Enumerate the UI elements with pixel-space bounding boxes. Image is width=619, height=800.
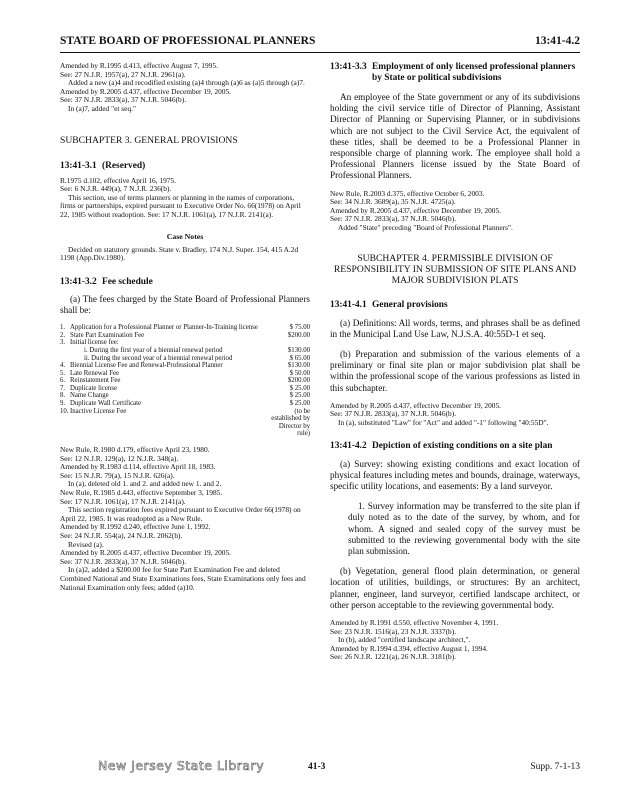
fee-row [60,355,310,363]
history-note: See: 34 N.J.R. 3689(a), 35 N.J.R. 4725(a). [330,197,456,207]
fee-description: Name Change [70,392,109,400]
header-section-ref: 13:41-4.2 [534,35,580,47]
history-note: See: 12 N.J.R. 129(a), 12 N.J.R. 348(a). [60,453,179,463]
top-notes [60,62,310,114]
history-note: This section registration fees expired pursuant to Executive Order 66(1978) on April 22, 1985. It was readopted as a New Rule. [60,505,301,523]
section-number: 13:41-4.1 [330,299,367,310]
history-note: Amended by R.1983 d.114, effective April 18, 1983. [60,462,216,472]
fee-amount: $ 25.00 [289,392,310,400]
fee-description: Initial license fee: [70,339,119,347]
fee-amount: $ 65.00 [289,354,310,362]
section-number: 13:41-3.3 [330,62,367,72]
history-note: See: 26 N.J.R. 1221(a), 26 N.J.R. 3181(b). [330,652,457,662]
history-note: Amended by R.1994 d.394, effective August 1, 1994. [330,643,488,653]
fee-item-number: 6. [60,377,66,385]
fee-item-number: 7. [60,384,66,392]
fee-amount: $ 50.00 [289,369,310,377]
running-header [60,35,580,51]
history-note: See: 37 N.J.R. 2833(a), 37 N.J.R. 5046(b). [60,95,187,105]
fee-table [60,324,310,438]
fee-description: State Part Examination Fee [70,331,145,339]
subchapter-4-heading: SUBCHAPTER 4. PERMISSIBLE DIVISION OF RESPONSIBILITY IN SUBMISSION OF SITE PLANS AND MAJOR SUBDIVISION PLATS [333,252,577,286]
section-4-2-b: (b) Vegetation, general flood plain determination, or general location of utilities, buildings, or structures: By an architect, planner, engineer, land surveyor, certified landscape architect, or other person acceptable to the reviewing governmental body. [330,566,580,610]
page-footer [60,758,580,776]
history-note: Amended by R.1995 d.413, effective August 7, 1995. [60,61,218,70]
fee-row [60,370,310,378]
fee-amount: (to be established by Director by rule) [271,407,310,438]
fee-amount: $200.00 [287,331,310,339]
fee-row [60,385,310,393]
section-number: 13:41-4.2 [330,440,367,451]
subchapter-3-heading: SUBCHAPTER 3. GENERAL PROVISIONS [60,134,238,146]
history-note: Added a new (a)4 and recodified existing (a)4 through (a)6 as (a)5 through (a)7. [68,78,305,88]
section-13-41-4-1-heading [330,300,580,311]
fee-amount: $130.00 [287,362,310,370]
fee-description: ii. During the second year of a biennial renewal period [84,354,233,362]
history-note: See: 27 N.J.R. 1957(a), 27 N.J.R. 2961(a). [60,69,186,79]
history-note: Amended by R.2005 d.437, effective December 19, 2005. [60,548,232,558]
history-note: See: 37 N.J.R. 2833(a), 37 N.J.R. 5046(b). [60,556,187,566]
fee-item-number: 10. [60,407,69,415]
history-note: New Rule, R.1980 d.179, effective April 23, 1980. [60,445,210,455]
section-4-1-notes [330,402,580,428]
section-3-1-notes [60,177,310,220]
header-title: STATE BOARD OF PROFESSIONAL PLANNERS [60,35,316,47]
fee-item-number: 3. [60,339,66,347]
section-3-3-notes [330,190,580,233]
history-note: Amended by R.2005 d.437, effective December 19, 2005. [60,86,232,96]
section-13-41-3-3-heading [330,62,580,84]
fee-amount [270,339,310,347]
fee-row [60,400,310,408]
header-rule [60,52,580,53]
section-13-41-3-2-heading [60,277,310,288]
fee-item-number: 9. [60,400,66,408]
fee-item-number [60,355,70,363]
fee-item-number: 5. [60,369,66,377]
section-3-3-body: An employee of the State government or any of its subdivisions holding the civil service title of Director of Planning, Assistant Director of Planning or Supervising Planner, or in subdivisions which are not subject to the Civil Service Act, the equivalent of these titles, shall be deemed to be a Professional Planner in responsible charge of planning work. The employee shall hold a Professional Planners license issued by the State Board of Professional Planners. [330,92,580,181]
section-title: (Reserved) [102,160,146,171]
supplement-date: Supp. 7-1-13 [530,762,580,772]
history-note: In (b), added "certified landscape architect,". [338,635,471,645]
fee-amount: $ 25.00 [289,400,310,408]
fee-description: Biennial License Fee and Renewal-Professional Planner [70,362,223,370]
case-note: Decided on statutory grounds. State v. Bradley, 174 N.J. Super. 154, 415 A.2d 1198 (App.Div.1980). [60,244,299,263]
right-column [330,62,580,662]
fee-description: Inactive License Fee [70,407,127,415]
fee-row [60,339,310,347]
history-note: See: 6 N.J.R. 449(a), 7 N.J.R. 236(b). [60,184,172,194]
case-notes-heading: Case Notes [166,231,204,241]
fee-description: i. During the first year of a biennial renewal period [84,346,223,354]
fee-row [60,362,310,370]
fee-amount: $ 75.00 [289,324,310,332]
fee-description: Reinstatement Fee [70,377,121,385]
history-note: See: 37 N.J.R. 2833(a), 37 N.J.R. 5046(b). [330,214,457,224]
history-note: In (a)2, added a $200.00 fee for State Part Examination Fee and deleted Combined National and State Examinations fees, State Examinations only fees and National Examination only fees; added (a)10. [60,565,306,592]
fee-description: Duplicate Wall Certificate [70,400,142,408]
history-note: This section, use of terms planners or planning in the names of corporations, firms or partnerships, expired pursuant to Executive Order No. 66(1978) on April 22, 1985 without readoption. See: 17 N.J.R. 1061(a), 17 N.J.R. 2141(a). [60,192,301,219]
fee-row [60,377,310,385]
history-note: Amended by R.1991 d.550, effective November 4, 1991. [330,618,499,628]
fee-schedule-intro: (a) The fees charged by the State Board of Professional Planners shall be: [60,293,310,315]
fee-item-number: 4. [60,362,66,370]
fee-description: Application for a Professional Planner or Planner-In-Training license [70,324,258,332]
history-note: See: 23 N.J.R. 1516(a), 23 N.J.R. 3337(b). [330,626,457,636]
library-watermark: New Jersey State Library [98,758,265,773]
history-note: Added "State" preceding "Board of Professional Planners". [338,223,513,232]
history-note: In (a), substituted "Law" for "Act" and added "-1" following "40:55D". [338,418,549,427]
fee-description: Late Renewal Fee [70,369,120,377]
history-note: Amended by R.2005 d.437, effective December 19, 2005. [330,400,502,410]
history-note: In (a), deleted old 1. and 2. and added new 1. and 2. [68,479,222,489]
history-note: See: 24 N.J.R. 554(a), 24 N.J.R. 2062(b). [60,530,183,540]
history-note: In (a)7, added "et seq." [68,103,137,113]
section-3-2-notes [60,446,310,592]
section-number: 13:41-3.1 [60,160,97,171]
fee-amount: $200.00 [287,377,310,385]
fee-item-number: 8. [60,392,66,400]
section-title: Fee schedule [102,276,153,287]
page-number: 41-3 [308,762,326,772]
section-4-2-a: (a) Survey: showing existing conditions and exact location of physical features including metes and bounds, drainage, waterways, specific utility locations, and easements: By a land surveyor. [330,458,580,491]
history-note: New Rule, R.2003 d.375, effective October 6, 2003. [330,188,485,198]
fee-item-number [60,347,70,355]
history-note: See: 15 N.J.R. 79(a), 15 N.J.R. 626(a). [60,470,175,480]
section-13-41-3-1-heading [60,161,310,172]
section-4-2-a-1: 1. Survey information may be transferred to the site plan if duly noted as to the date of the survey, by whom, and for whom. A signed and sealed copy of the survey must be submitted to the reviewing governmental body with the site plan submission. [348,501,580,557]
left-column [60,62,310,592]
section-4-1-b: (b) Preparation and submission of the various elements of a preliminary or final site plan or major subdivision plat shall be within the professional scope of the various professions as listed in this subchapter. [330,349,580,393]
fee-description: Duplicate license [70,384,117,392]
history-note: See: 17 N.J.R. 1061(a), 17 N.J.R. 2141(a). [60,496,186,506]
fee-row [60,332,310,340]
section-13-41-4-2-heading [330,441,580,452]
history-note: Amended by R.1992 d.240, effective June 1, 1992. [60,522,211,532]
history-note: See: 37 N.J.R. 2833(a), 37 N.J.R. 5046(b). [330,409,457,419]
fee-row [60,392,310,400]
fee-amount: $130.00 [287,346,310,354]
section-title: General provisions [372,299,448,310]
history-note: Amended by R.2005 d.437, effective December 19, 2005. [330,205,502,215]
fee-row [60,347,310,355]
fee-row [60,324,310,332]
fee-item-number: 1. [60,324,66,332]
section-4-2-notes [330,619,580,662]
fee-row [60,408,310,438]
fee-item-number: 2. [60,331,66,339]
section-number: 13:41-3.2 [60,276,97,287]
section-4-1-a: (a) Definitions: All words, terms, and phrases shall be as defined in the Municipal Land Use Law, N.J.S.A. 40:55D-1 et seq. [330,317,580,339]
fee-amount: $ 25.00 [289,384,310,392]
section-title: Depiction of existing conditions on a site plan [372,440,553,451]
history-note: New Rule, R.1985 d.443, effective September 3, 1985. [60,488,223,497]
history-note: Revised (a). [68,539,104,549]
history-note: R.1975 d.102, effective April 16, 1975. [60,175,177,185]
section-title: Employment of only licensed professional planners by State or political subdivisions [372,62,576,83]
